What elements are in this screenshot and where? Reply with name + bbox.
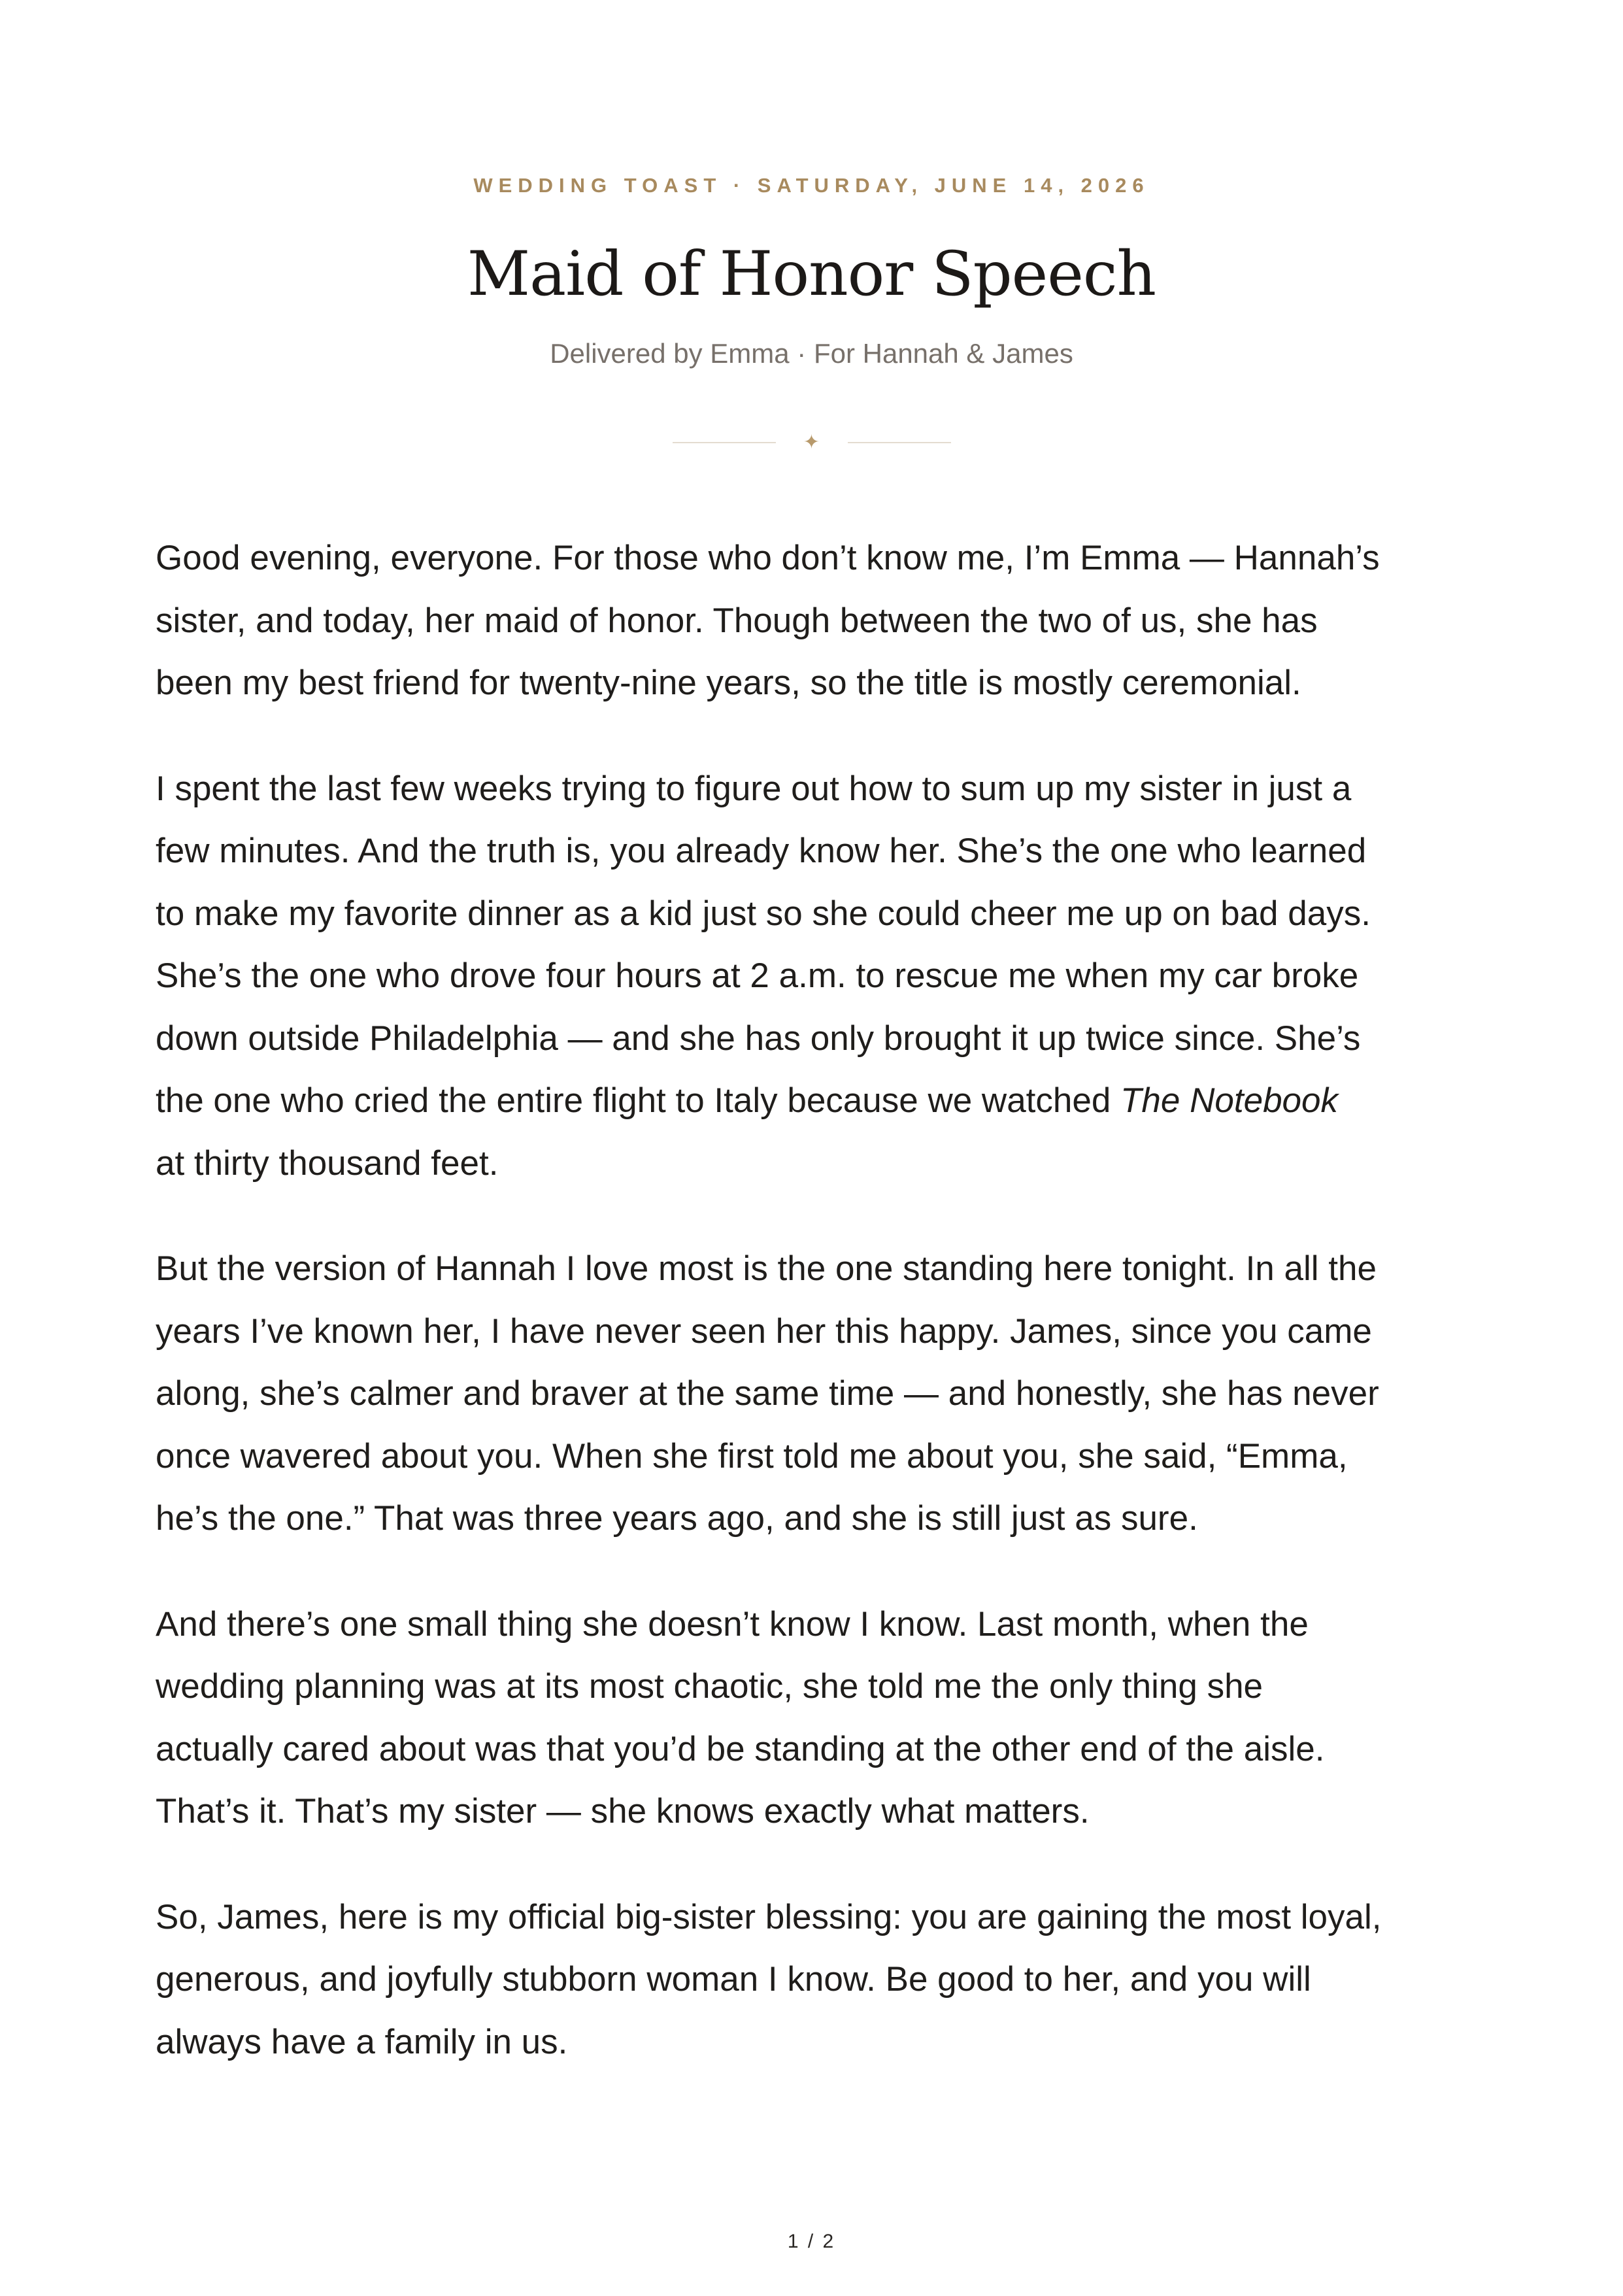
- text-line: That’s it. That’s my sister — she knows exactly what matters.: [156, 1792, 1090, 1831]
- text-line: So, James, here is my official big-sister blessing: you are gaining the most loyal,: [156, 1897, 1382, 1936]
- page-number: 1 / 2: [787, 2231, 836, 2252]
- text-line: few minutes. And the truth is, you already know her. She’s the one who learned: [156, 832, 1367, 870]
- divider-rule-left: [673, 442, 776, 443]
- text-line: at thirty thousand feet.: [156, 1143, 499, 1183]
- text-line: I spent the last few weeks trying to figure out how to sum up my sister in just a: [156, 769, 1352, 808]
- paragraph-3: [156, 1238, 1476, 1550]
- text-line: [156, 1070, 1476, 1132]
- sparkle-icon: ✦: [803, 431, 820, 453]
- text-line: to make my favorite dinner as a kid just so she could cheer me up on bad days.: [156, 894, 1371, 933]
- speech-byline: Delivered by Emma · For Hannah & James: [550, 338, 1073, 369]
- text-line: wedding planning was at its most chaotic, she told me the only thing she: [156, 1667, 1263, 1706]
- text-line: always have a family in us.: [156, 2022, 568, 2061]
- movie-title: The Notebook: [1120, 1081, 1338, 1120]
- text-line: been my best friend for twenty-nine years, so the title is mostly ceremonial.: [156, 664, 1301, 702]
- page-title: Maid of Honor Speech: [467, 239, 1156, 310]
- divider-rule-right: [848, 442, 951, 443]
- text-line: And there’s one small thing she doesn’t know I know. Last month, when the: [156, 1604, 1309, 1644]
- paragraph-2: [156, 758, 1476, 1195]
- text-line: once wavered about you. When she first told me about you, she said, “Emma,: [156, 1436, 1348, 1476]
- text-line: years I’ve known her, I have never seen her this happy. James, since you came: [156, 1311, 1372, 1351]
- text-line: he’s the one.” That was three years ago, and she is still just as sure.: [156, 1499, 1198, 1538]
- event-eyebrow: WEDDING TOAST · SATURDAY, JUNE 14, 2026: [473, 174, 1150, 197]
- text-line: She’s the one who drove four hours at 2 a.m. to rescue me when my car broke: [156, 956, 1359, 995]
- paragraph-1: [156, 527, 1476, 715]
- text-line: actually cared about was that you’d be standing at the other end of the aisle.: [156, 1729, 1325, 1768]
- ornament-divider: [0, 428, 1623, 457]
- text-line: down outside Philadelphia — and she has only brought it up twice since. She’s: [156, 1019, 1361, 1058]
- text-line: sister, and today, her maid of honor. Though between the two of us, she has: [156, 601, 1318, 640]
- text-segment: the one who cried the entire flight to Italy because we watched: [156, 1081, 1121, 1120]
- text-line: along, she’s calmer and braver at the same time — and honestly, she has never: [156, 1374, 1379, 1413]
- paragraph-5: [156, 1886, 1476, 2074]
- speech-body: [156, 527, 1476, 2116]
- text-line: generous, and joyfully stubborn woman I know. Be good to her, and you will: [156, 1960, 1311, 1999]
- paragraph-4: [156, 1593, 1476, 1843]
- text-line: Good evening, everyone. For those who don’t know me, I’m Emma — Hannah’s: [156, 539, 1380, 577]
- text-line: But the version of Hannah I love most is the one standing here tonight. In all the: [156, 1249, 1377, 1288]
